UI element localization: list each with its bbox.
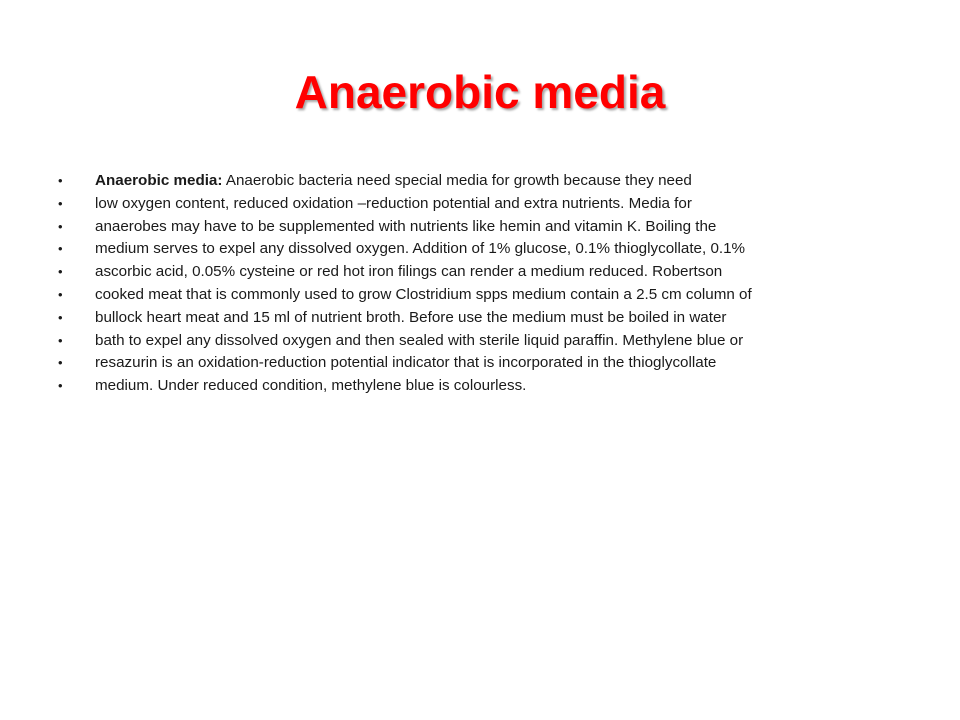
bullet-icon: • [58,286,63,302]
line-text: Anaerobic bacteria need special media for growth because they need [222,172,692,189]
list-item [58,330,918,353]
line-text: cooked meat that is commonly used to grow Clostridium spps medium contain a 2.5 cm column of [95,285,752,303]
list-item [58,193,918,216]
line-text: low oxygen content, reduced oxidation –reduction potential and extra nutrients. Media for [95,194,692,212]
bullet-icon: • [58,218,63,234]
line-text: medium serves to expel any dissolved oxygen. Addition of 1% glucose, 0.1% thioglycollate, 0.1% [95,240,746,258]
line-text: resazurin is an oxidation-reduction potential indicator that is incorporated in the thioglycollate [95,354,717,372]
list-item [58,170,918,193]
list-item [58,284,918,307]
list-item [58,375,918,398]
bullet-icon: • [58,378,63,394]
list-item [58,307,918,330]
lead-term: Anaerobic media: [95,172,223,189]
bullet-icon: • [58,241,63,257]
body-bullet-list [58,170,918,398]
line-text: ascorbic acid, 0.05% cysteine or red hot iron filings can render a medium reduced. Robertson [95,263,723,281]
bullet-icon: • [58,309,63,325]
line-text: bath to expel any dissolved oxygen and then sealed with sterile liquid paraffin. Methylene blue or [95,331,744,349]
list-item [58,352,918,375]
list-item [58,238,918,261]
bullet-icon: • [58,195,63,211]
line-text: bullock heart meat and 15 ml of nutrient broth. Before use the medium must be boiled in water [95,308,727,326]
slide-title: Anaerobic media [294,66,666,118]
list-item [58,261,918,284]
bullet-icon: • [58,173,63,188]
line-text: anaerobes may have to be supplemented with nutrients like hemin and vitamin K. Boiling the [95,217,717,235]
line-text: medium. Under reduced condition, methylene blue is colourless. [95,377,527,395]
bullet-icon: • [58,264,63,280]
bullet-icon: • [58,332,63,348]
list-item [58,216,918,239]
bullet-icon: • [58,355,63,371]
